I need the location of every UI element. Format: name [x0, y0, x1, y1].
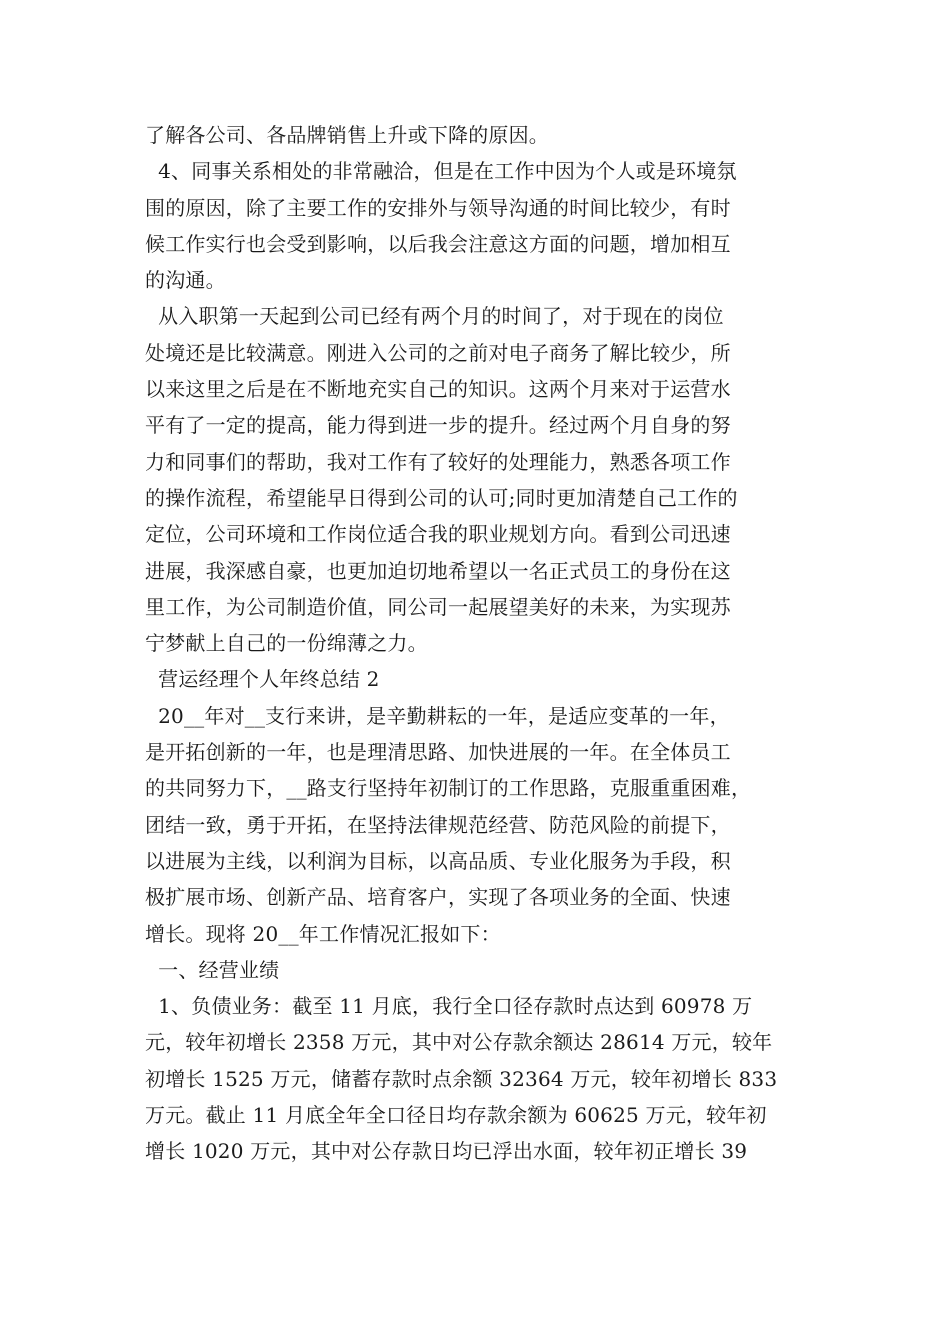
text-line: 的共同努力下，__路支行坚持年初制订的工作思路，克服重重困难，: [145, 776, 752, 801]
text-line: 的操作流程，希望能早日得到公司的认可;同时更加清楚自己工作的: [145, 485, 738, 510]
section-heading: 营运经理个人年终总结 2: [145, 667, 380, 692]
text-line: 万元。截止 11 月底全年全口径日均存款余额为 60625 万元，较年初: [145, 1103, 767, 1128]
text-line: 里工作，为公司制造价值，同公司一起展望美好的未来，为实现苏: [145, 594, 731, 619]
text-line: 平有了一定的提高，能力得到进一步的提升。经过两个月自身的努: [145, 413, 731, 438]
text-line: 极扩展市场、创新产品、培育客户，实现了各项业务的全面、快速: [145, 885, 731, 910]
text-line: 元，较年初增长 2358 万元，其中对公存款余额达 28614 万元，较年: [145, 1030, 773, 1055]
text-line: 以来这里之后是在不断地充实自己的知识。这两个月来对于运营水: [145, 377, 731, 402]
text-line: 是开拓创新的一年，也是理清思路、加快进展的一年。在全体员工: [145, 740, 731, 765]
text-line: 围的原因，除了主要工作的安排外与领导沟通的时间比较少，有时: [145, 195, 731, 220]
text-line: 处境还是比较满意。刚进入公司的之前对电子商务了解比较少，所: [145, 340, 731, 365]
text-line: 了解各公司、各品牌销售上升或下降的原因。: [145, 123, 549, 147]
text-line: 4、同事关系相处的非常融洽，但是在工作中因为个人或是环境氛: [145, 159, 737, 184]
text-line: 以进展为主线，以利润为目标，以高品质、专业化服务为手段，积: [145, 848, 731, 873]
section-heading: 一、经营业绩: [145, 957, 280, 982]
text-line: 初增长 1525 万元，储蓄存款时点余额 32364 万元，较年初增长 833: [145, 1066, 778, 1091]
text-line: 增长。现将 20__年工作情况汇报如下：: [145, 921, 501, 946]
text-line: 进展，我深感自豪，也更加迫切地希望以一名正式员工的身份在这: [145, 558, 731, 583]
text-line: 候工作实行也会受到影响，以后我会注意这方面的问题，增加相互: [145, 231, 731, 256]
document-body: [145, 117, 825, 1170]
text-line: 增长 1020 万元，其中对公存款日均已浮出水面，较年初正增长 39: [145, 1139, 748, 1164]
text-line: 定位，公司环境和工作岗位适合我的职业规划方向。看到公司迅速: [145, 522, 731, 547]
text-line: 宁梦献上自己的一份绵薄之力。: [145, 631, 428, 656]
text-line: 力和同事们的帮助，我对工作有了较好的处理能力，熟悉各项工作: [145, 449, 731, 474]
text-line: 从入职第一天起到公司已经有两个月的时间了，对于现在的岗位: [145, 304, 724, 329]
text-line: 1、负债业务：截至 11 月底，我行全口径存款时点达到 60978 万: [145, 994, 753, 1019]
text-line: 的沟通。: [145, 268, 226, 293]
text-line: 20__年对__支行来讲，是辛勤耕耘的一年，是适应变革的一年，: [145, 703, 730, 728]
text-line: 团结一致，勇于开拓，在坚持法律规范经营、防范风险的前提下，: [145, 812, 731, 837]
